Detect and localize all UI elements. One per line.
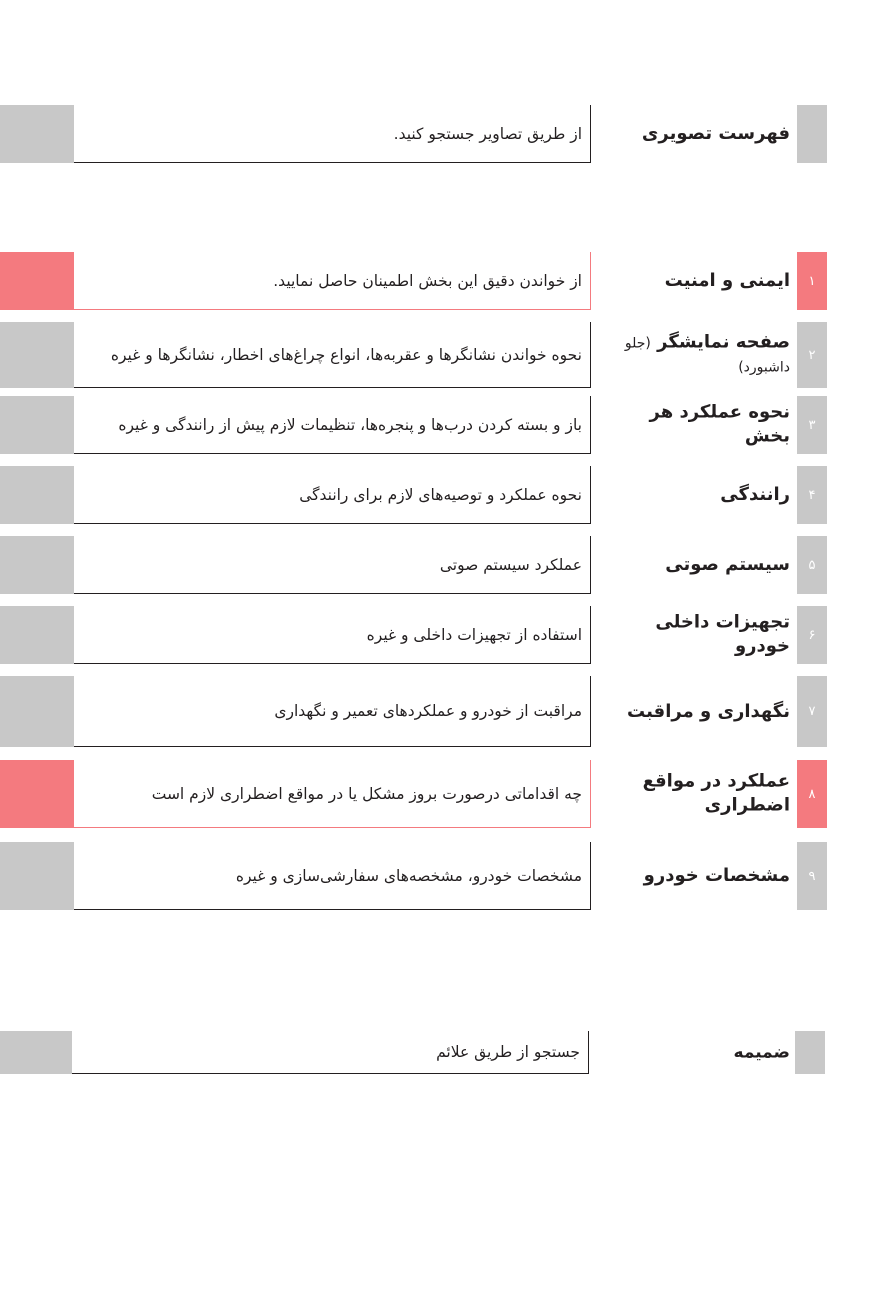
chapter-8-left-tab <box>0 760 74 828</box>
appendix-description: جستجو از طریق علائم <box>436 1042 580 1061</box>
chapter-3-description: باز و بسته کردن درب‌ها و پنجره‌ها، تنظیمات لازم پیش از رانندگی و غیره <box>118 415 582 434</box>
chapter-1-title: ایمنی و امنیت <box>664 269 790 291</box>
chapter-2-number-tab: ۲ <box>797 322 827 388</box>
chapter-1-number-tab: ۱ <box>797 252 827 310</box>
chapter-6-number-tab: ۶ <box>797 606 827 664</box>
pictorial-description-box <box>74 105 591 163</box>
chapter-7-description-box <box>74 676 591 747</box>
chapter-6-title: تجهیزات داخلی خودرو <box>655 611 790 657</box>
chapter-6-description-box <box>74 606 591 664</box>
chapter-6-left-tab <box>0 606 74 664</box>
chapter-row-6[interactable] <box>0 606 886 664</box>
chapter-row-4[interactable] <box>0 466 886 524</box>
chapter-4-left-tab <box>0 466 74 524</box>
chapter-2-title-block <box>600 331 790 380</box>
chapter-2-title: صفحه نمایشگر <box>657 331 790 353</box>
chapter-3-title: نحوه عملکرد هر بخش <box>649 401 790 447</box>
pictorial-index-row[interactable] <box>0 105 886 163</box>
chapter-4-description: نحوه عملکرد و توصیه‌های لازم برای رانندگی <box>299 485 582 504</box>
chapter-3-description-box <box>74 396 591 454</box>
chapter-9-left-tab <box>0 842 74 910</box>
chapter-8-title: عملکرد در مواقع اضطراری <box>642 770 790 816</box>
chapter-2-left-tab <box>0 322 74 388</box>
chapter-4-title: رانندگی <box>720 483 790 505</box>
chapter-5-left-tab <box>0 536 74 594</box>
chapter-9-description-box <box>74 842 591 910</box>
appendix-title: ضمیمه <box>733 1042 790 1063</box>
chapter-4-number-tab: ۴ <box>797 466 827 524</box>
chapter-row-9[interactable] <box>0 842 886 910</box>
chapter-row-7[interactable] <box>0 676 886 747</box>
chapter-7-title: نگهداری و مراقبت <box>627 700 790 722</box>
chapter-7-left-tab <box>0 676 74 747</box>
chapter-5-description-box <box>74 536 591 594</box>
chapter-3-left-tab <box>0 396 74 454</box>
chapter-8-description-box <box>74 760 591 828</box>
chapter-1-left-tab <box>0 252 74 310</box>
pictorial-title: فهرست تصویری <box>641 122 790 144</box>
chapter-9-number-tab: ۹ <box>797 842 827 910</box>
pictorial-description: از طریق تصاویر جستجو کنید. <box>393 124 582 143</box>
chapter-3-number-tab: ۳ <box>797 396 827 454</box>
chapter-5-number-tab: ۵ <box>797 536 827 594</box>
chapter-9-title: مشخصات خودرو <box>643 864 790 886</box>
chapter-8-number-tab: ۸ <box>797 760 827 828</box>
chapter-row-5[interactable] <box>0 536 886 594</box>
chapter-5-description: عملکرد سیستم صوتی <box>439 555 582 574</box>
chapter-6-description: استفاده از تجهیزات داخلی و غیره <box>366 625 582 644</box>
pictorial-right-tab <box>797 105 827 163</box>
chapter-7-number-tab: ۷ <box>797 676 827 747</box>
chapter-row-1[interactable] <box>0 252 886 310</box>
pictorial-left-tab <box>0 105 74 163</box>
chapter-1-description-box <box>74 252 591 310</box>
appendix-row[interactable] <box>0 1031 886 1074</box>
appendix-right-tab <box>795 1031 825 1074</box>
chapter-row-3[interactable] <box>0 396 886 454</box>
chapter-4-description-box <box>74 466 591 524</box>
appendix-left-tab <box>0 1031 72 1074</box>
chapter-5-title: سیستم صوتی <box>665 553 790 575</box>
chapter-row-2[interactable] <box>0 322 886 388</box>
chapter-1-description: از خواندن دقیق این بخش اطمینان حاصل نمایید. <box>273 271 582 290</box>
chapter-2-description: نحوه خواندن نشانگرها و عقربه‌ها، انواع چراغ‌های اخطار، نشانگرها و غیره <box>110 345 582 364</box>
chapter-7-description: مراقبت از خودرو و عملکردهای تعمیر و نگهداری <box>274 701 582 720</box>
chapter-9-description: مشخصات خودرو، مشخصه‌های سفارشی‌سازی و غیره <box>235 866 582 885</box>
appendix-description-box <box>72 1031 589 1074</box>
chapter-row-8[interactable] <box>0 760 886 828</box>
chapter-2-description-box <box>74 322 591 388</box>
chapter-8-description: چه اقداماتی درصورت بروز مشکل یا در مواقع اضطراری لازم است <box>151 784 582 803</box>
chapter-2-subtitle: (جلو داشبورد) <box>624 335 790 376</box>
